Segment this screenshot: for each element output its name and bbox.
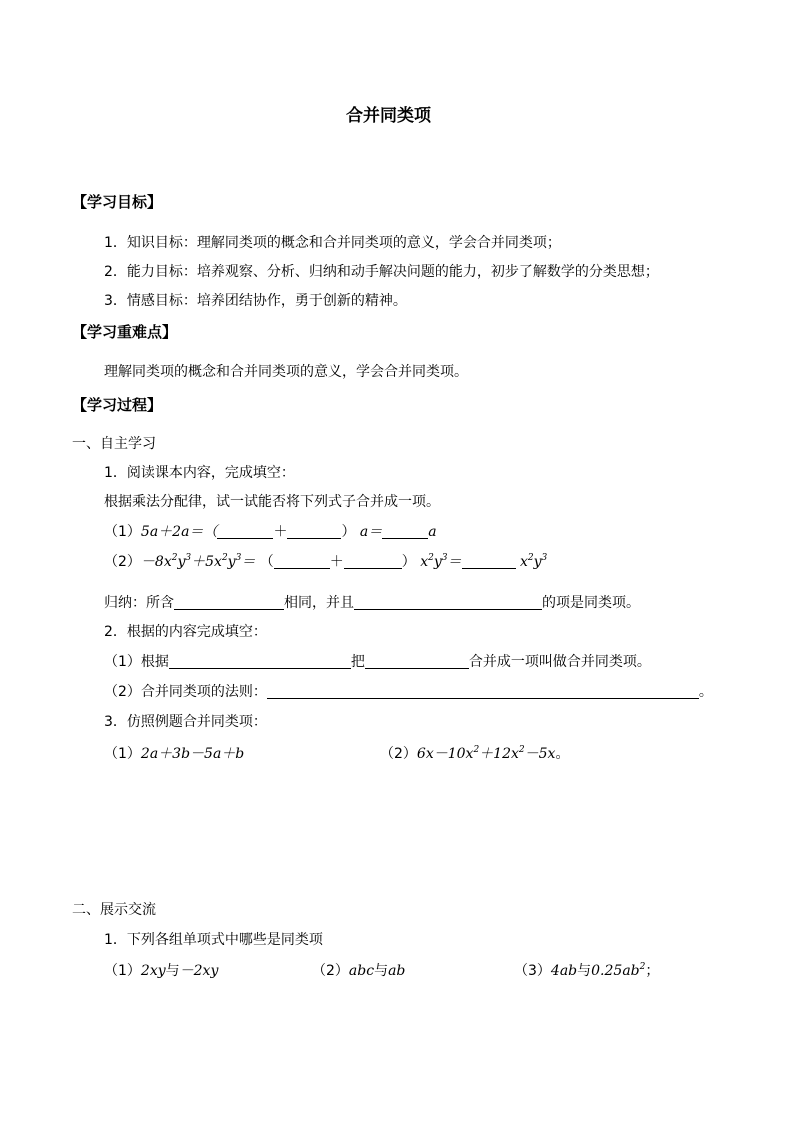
question-2-1-part-c: 合并成一项叫做合并同类项。 [468,654,651,670]
question-4-3-end: ； [645,963,660,979]
question-2-2-label: （2）合并同类项的法则： [104,684,267,700]
exercise-1-blank-2[interactable] [287,524,341,539]
conclusion-part-a: 归纳：所含 [104,595,174,611]
question-4-1 [104,961,218,981]
question-4: 1．下列各组单项式中哪些是同类项 [104,932,323,948]
question-4-2-term-b: ab [388,963,406,979]
section-heading-process: 【学习过程】 [72,396,163,414]
question-3-2 [380,744,569,764]
question-2-1 [104,652,651,672]
exercise-1-close: ） [341,524,356,540]
conclusion-part-b: 相同，并且 [284,595,354,611]
question-3-1-number: （1） [104,746,141,762]
exercise-2-open: （ [259,554,274,570]
section-heading-keypoints: 【学习重难点】 [72,323,178,341]
exercise-2-blank-3[interactable] [462,554,516,569]
question-4-1-word: 与 [165,963,180,979]
conclusion-blank-2[interactable] [354,595,542,610]
exercise-2-close: ） [401,554,416,570]
exercise-1-tail: a [428,524,437,540]
question-4-2 [312,961,405,981]
exercise-2-plus: ＋ [329,554,344,570]
exercise-2-blank-2[interactable] [344,554,402,569]
conclusion [104,593,640,613]
question-4-2-word: 与 [374,963,389,979]
exercise-2-mid: $x^2y^3=$ [420,553,462,570]
question-4-1-term-b: －2xy [179,963,219,979]
conclusion-part-c: 的项是同类项。 [542,595,640,611]
question-1-intro: 根据乘法分配律，试一试能否将下列式子合并成一项。 [104,494,440,510]
question-2-1-part-a: （1）根据 [104,654,169,670]
exercise-2-lhs: $-8x^2y^3+5x^2y^3=$ [140,553,256,570]
exercise-2-tail: $x^2y^3$ [519,553,548,570]
section-heading-goals: 【学习目标】 [72,193,163,211]
exercise-2-blank-1[interactable] [274,554,330,569]
part-2-heading: 二、展示交流 [72,902,156,918]
question-3-2-number: （2） [380,746,417,762]
question-4-3-term-a: 4ab [550,963,578,979]
part-1-heading: 一、自主学习 [72,436,156,452]
question-4-3-number: （3） [514,963,551,979]
question-4-3 [514,961,659,981]
goal-2: 2．能力目标：培养观察、分析、归纳和动手解决问题的能力，初步了解数学的分类思想； [104,264,659,280]
exercise-1-number: （1） [104,524,141,540]
question-3-2-end: 。 [555,746,570,762]
question-4-3-word: 与 [577,963,592,979]
exercise-1 [104,522,437,542]
exercise-1-var: a＝ [359,524,383,540]
exercise-2 [104,552,547,572]
question-2-2 [104,682,713,702]
question-2-2-end: 。 [698,684,713,700]
question-4-1-term-a: 2xy [140,963,166,979]
keypoint-text: 理解同类项的概念和合并同类项的意义，学会合并同类项。 [104,364,468,380]
question-3-1-expr: 2a＋3b－5a＋b [140,746,245,762]
exercise-1-blank-1[interactable] [217,524,273,539]
question-2-1-blank-2[interactable] [365,654,469,669]
exercise-1-blank-3[interactable] [382,524,428,539]
question-2-1-part-b: 把 [350,654,365,670]
exercise-1-plus: ＋ [273,524,288,540]
question-2: 2．根据的内容完成填空： [104,624,267,640]
question-3-1 [104,744,244,764]
conclusion-blank-1[interactable] [174,595,284,610]
question-4-2-number: （2） [312,963,349,979]
question-1: 1．阅读课本内容，完成填空： [104,465,295,481]
question-4-2-term-a: abc [348,963,375,979]
question-4-1-number: （1） [104,963,141,979]
page-title: 合并同类项 [346,106,431,126]
exercise-2-number: （2） [104,554,141,570]
question-2-1-blank-1[interactable] [169,654,351,669]
question-3: 3．仿照例题合并同类项： [104,714,267,730]
question-3-2-expr: $6x-10x^2+12x^2-5x$ [416,745,556,762]
question-4-3-term-b: $0.25ab^2$ [591,962,646,979]
exercise-1-lhs: 5a＋2a＝（ [140,524,218,540]
question-2-2-blank[interactable] [267,684,699,699]
goal-1: 1．知识目标：理解同类项的概念和合并同类项的意义，学会合并同类项； [104,235,561,251]
goal-3: 3．情感目标：培养团结协作，勇于创新的精神。 [104,293,407,309]
